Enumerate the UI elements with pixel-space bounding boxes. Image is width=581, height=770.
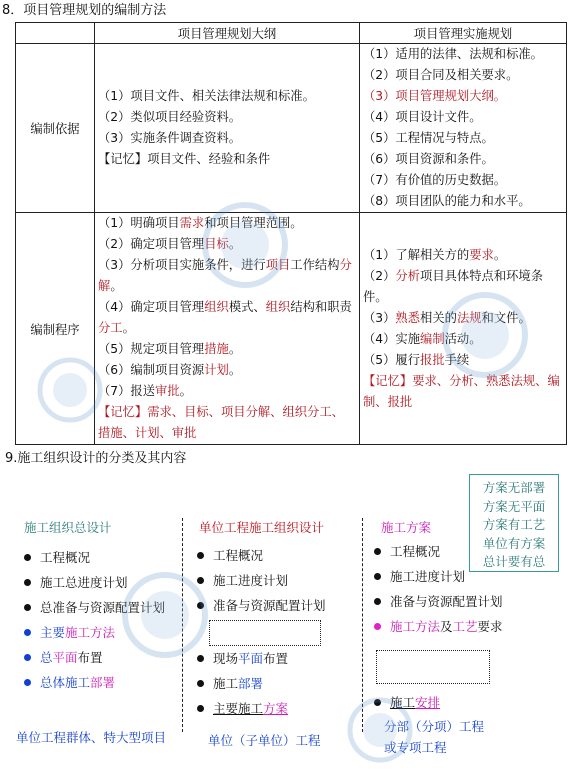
table-row-procedure: [16, 213, 567, 445]
table-row-basis: [16, 44, 567, 213]
bullet-icon: [24, 579, 31, 586]
proc-outline-5: （5）规定项目管理措施。: [98, 342, 242, 356]
separator-2: [362, 518, 363, 732]
col3-list-top: [374, 542, 503, 637]
bullet-icon: [24, 554, 31, 561]
col2-item-6: 主要施工方案: [197, 699, 288, 719]
proc-impl-4: （4）实施编制活动。: [363, 331, 482, 346]
col2-list-top: [197, 546, 326, 616]
row-label-procedure: 编制程序: [16, 213, 95, 445]
proc-outline-4: （4）确定项目管理组织模式、组织结构和职责分工。: [98, 300, 352, 335]
basis-impl-6: （6）项目资源和条件。: [363, 152, 494, 166]
bullet-icon: [374, 598, 381, 605]
basis-outline-1: （1）项目文件、相关法律法规和标准。: [98, 89, 315, 103]
col1-title: 施工组织总设计: [24, 520, 112, 535]
proc-impl-memo: 【记忆】要求、分析、熟悉法规、编制、报批: [363, 373, 560, 409]
proc-outline-memo: 【记忆】需求、目标、项目分解、组织分工、措施、计划、审批: [98, 405, 344, 440]
bullet-icon: [24, 679, 31, 686]
bullet-icon: [24, 654, 31, 661]
col1-item-5: 总平面布置: [24, 648, 165, 668]
basis-impl-4: （4）项目设计文件。: [363, 110, 482, 124]
mnemonic-3: 方案有工艺: [482, 517, 546, 532]
col2-item-4: 现场平面布置: [197, 649, 288, 669]
bullet-icon: [197, 680, 204, 687]
mnemonic-4: 单位有方案: [482, 535, 546, 551]
mnemonic-2: 方案无平面: [482, 498, 546, 514]
separator-1: [182, 518, 183, 732]
col2-list-bottom: [197, 649, 288, 719]
table-header-row: [16, 23, 567, 44]
procedure-outline-cell: [95, 213, 360, 445]
col3-blank-box: [376, 650, 490, 684]
proc-outline-3: （3）分析项目实施条件，进行项目工作结构分解。: [98, 258, 352, 293]
col1-item-4: 主要施工方法: [24, 623, 165, 643]
col3-item-3: 准备与资源配置计划: [374, 592, 503, 612]
section-9-title: 9.施工组织设计的分类及其内容: [5, 451, 187, 466]
basis-outline-memo: 【记忆】项目文件、经验和条件: [98, 152, 271, 166]
col3-footer-2: 或专项工程: [384, 740, 447, 755]
basis-impl-2: （2）项目合同及相关要求。: [363, 68, 519, 82]
header-implementation: 项目管理实施规划: [360, 23, 567, 44]
col2-item-3: 准备与资源配置计划: [197, 596, 326, 616]
proc-impl-5: （5）履行报批手续: [363, 352, 470, 367]
bullet-icon: [197, 602, 204, 609]
col1-item-6: 总体施工部署: [24, 673, 165, 693]
col3-item-5: 施工安排: [374, 693, 440, 713]
proc-impl-1: （1）了解相关方的要求。: [363, 247, 507, 262]
col2-item-2: 施工进度计划: [197, 571, 326, 591]
mnemonic-5: 总计要有总: [482, 554, 546, 569]
header-empty: [16, 23, 95, 44]
col3-item-4: 施工方法及工艺要求: [374, 617, 503, 637]
proc-impl-3: （3）熟悉相关的法规和文件。: [363, 310, 531, 325]
col1-list: [24, 548, 165, 693]
basis-outline-3: （3）实施条件调查资料。: [98, 131, 242, 145]
basis-implementation-cell: [360, 44, 567, 213]
basis-impl-3: （3）项目管理规划大纲。: [363, 89, 507, 103]
col1-footer: 单位工程群体、特大型项目: [16, 730, 167, 745]
basis-outline-cell: [95, 44, 360, 213]
col3-title: 施工方案: [381, 520, 432, 535]
planning-method-table: [15, 22, 567, 445]
bullet-icon: [197, 655, 204, 662]
basis-impl-7: （7）有价值的历史数据。: [363, 173, 507, 187]
col1-item-2: 施工总进度计划: [24, 573, 165, 593]
col2-item-5: 施工部署: [197, 674, 288, 694]
col3-item-1: 工程概况: [374, 542, 503, 562]
bullet-icon: [197, 552, 204, 559]
bullet-icon: [374, 699, 381, 706]
proc-outline-2: （2）确定项目管理目标。: [98, 237, 242, 251]
proc-outline-7: （7）报送审批。: [98, 384, 192, 398]
proc-impl-2: （2）分析项目具体特点和环境条件。: [363, 268, 544, 304]
col1-item-1: 工程概况: [24, 548, 165, 568]
header-outline: 项目管理规划大纲: [95, 23, 360, 44]
basis-outline-2: （2）类似项目经验资料。: [98, 110, 242, 124]
bullet-icon: [24, 629, 31, 636]
basis-impl-8: （8）项目团队的能力和水平。: [363, 194, 531, 208]
bullet-icon: [374, 623, 381, 630]
proc-outline-6: （6）编制项目资源计划。: [98, 363, 242, 377]
procedure-implementation-cell: [360, 213, 567, 445]
section-8-title: 8．项目管理规划的编制方法: [2, 3, 167, 18]
col1-item-3: 总准备与资源配置计划: [24, 598, 165, 618]
col2-title: 单位工程施工组织设计: [199, 520, 325, 535]
col3-footer-1: 分部（分项）工程: [384, 719, 485, 734]
bullet-icon: [197, 705, 204, 712]
mnemonic-1: 方案无部署: [482, 480, 546, 495]
row-label-basis: 编制依据: [16, 44, 95, 213]
bullet-icon: [374, 548, 381, 555]
basis-impl-5: （5）工程情况与特点。: [363, 131, 494, 145]
col2-blank-box: [209, 620, 321, 646]
basis-impl-1: （1）适用的法律、法规和标准。: [363, 47, 543, 61]
col2-item-1: 工程概况: [197, 546, 326, 566]
col2-footer: 单位（子单位）工程: [208, 733, 321, 748]
col3-item-2: 施工进度计划: [374, 567, 503, 587]
bullet-icon: [374, 573, 381, 580]
bullet-icon: [197, 577, 204, 584]
proc-outline-1: （1）明确项目需求和项目管理范围。: [98, 216, 303, 230]
bullet-icon: [24, 604, 31, 611]
col3-list-bottom: [374, 693, 440, 713]
